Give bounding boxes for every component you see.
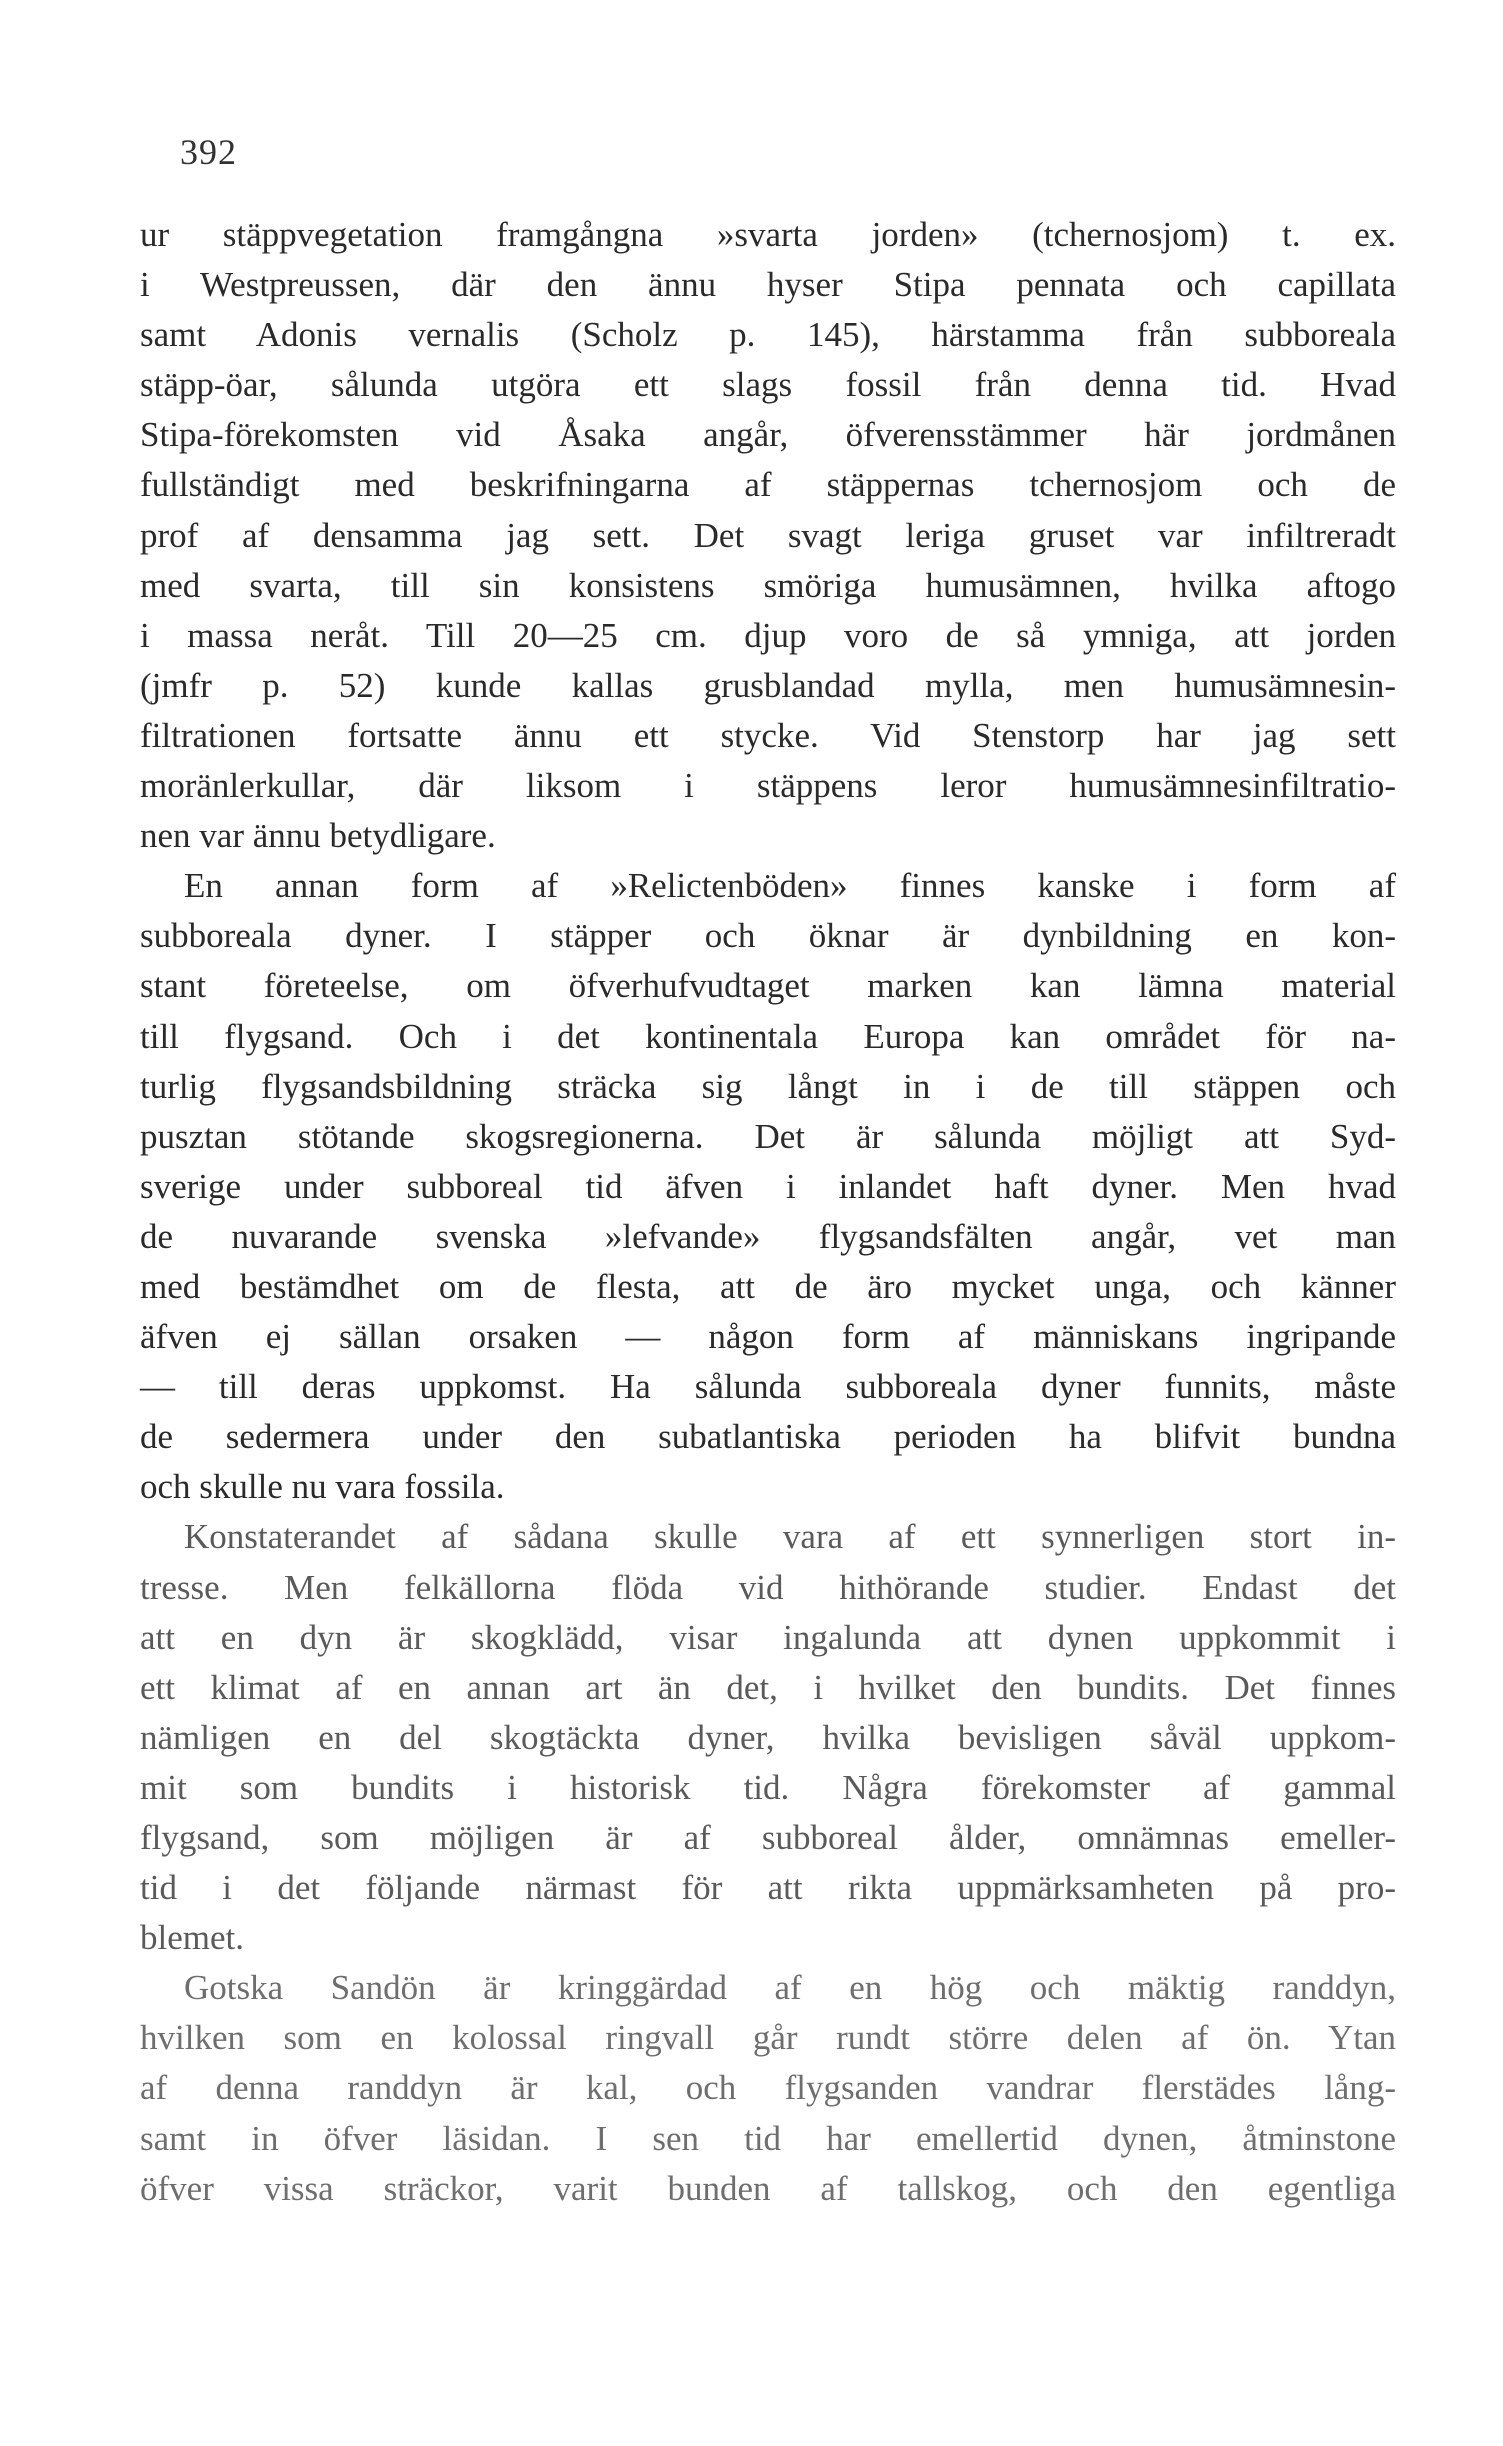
text-line: i massa neråt. Till 20—25 cm. djup voro de så ymniga, att jorden: [140, 615, 1396, 655]
text-line: mit som bundits i historisk tid. Några förekomster af gammal: [140, 1767, 1396, 1807]
body-text: [140, 210, 1396, 2214]
text-line: fullständigt med beskrifningarna af stäppernas tchernosjom och de: [140, 465, 1396, 505]
text-line: ett klimat af en annan art än det, i hvilket den bundits. Det finnes: [140, 1667, 1396, 1707]
page-number: 392: [180, 132, 237, 172]
text-line: ur stäppvegetation framgångna »svarta jorden» (tchernosjom) t. ex.: [140, 215, 1396, 254]
text-line: de sedermera under den subatlantiska perioden ha blifvit bundna: [140, 1417, 1396, 1457]
text-line: samt in öfver läsidan. I sen tid har emellertid dynen, åtminstone: [140, 2118, 1396, 2158]
text-line: de nuvarande svenska »lefvande» flygsandsfälten angår, vet man: [140, 1216, 1396, 1256]
text-line: turlig flygsandsbildning sträcka sig långt in i de till stäppen och: [140, 1066, 1396, 1106]
text-line: af denna randdyn är kal, och flygsanden vandrar flerstädes lång-: [140, 2068, 1396, 2108]
text-line: till flygsand. Och i det kontinentala Europa kan området för na-: [140, 1016, 1396, 1056]
text-line: med svarta, till sin konsistens smöriga humusämnen, hvilka aftogo: [140, 565, 1396, 605]
text-line: moränlerkullar, där liksom i stäppens leror humusämnesinfiltratio-: [140, 766, 1396, 806]
text-line: öfver vissa sträckor, varit bunden af tallskog, och den egentliga: [140, 2168, 1396, 2208]
text-line: Stipa-förekomsten vid Åsaka angår, öfverensstämmer här jordmånen: [140, 415, 1396, 455]
text-line: med bestämdhet om de flesta, att de äro mycket unga, och känner: [140, 1266, 1396, 1306]
text-line: äfven ej sällan orsaken — någon form af människans ingripande: [140, 1317, 1396, 1357]
text-line: (jmfr p. 52) kunde kallas grusblandad mylla, men humusämnesin-: [140, 665, 1396, 705]
text-line: pusztan stötande skogsregionerna. Det är sålunda möjligt att Syd-: [140, 1116, 1396, 1156]
text-line: — till deras uppkomst. Ha sålunda subboreala dyner funnits, måste: [140, 1367, 1396, 1407]
text-line: och skulle nu vara fossila.: [140, 1467, 505, 1507]
text-line: samt Adonis vernalis (Scholz p. 145), härstamma från subboreala: [140, 315, 1396, 355]
text-line: stäpp-öar, sålunda utgöra ett slags fossil från denna tid. Hvad: [140, 365, 1396, 405]
text-line: att en dyn är skogklädd, visar ingalunda att dynen uppkommit i: [140, 1617, 1396, 1657]
text-line: nämligen en del skogtäckta dyner, hvilka bevisligen såväl uppkom-: [140, 1717, 1396, 1757]
text-line: sverige under subboreal tid äfven i inlandet haft dyner. Men hvad: [140, 1166, 1396, 1206]
text-line: Gotska Sandön är kringgärdad af en hög och mäktig randdyn,: [184, 1968, 1396, 2008]
text-line: En annan form af »Relictenböden» finnes kanske i form af: [184, 866, 1396, 906]
text-line: filtrationen fortsatte ännu ett stycke. Vid Stenstorp har jag sett: [140, 715, 1396, 755]
text-line: flygsand, som möjligen är af subboreal ålder, omnämnas emeller-: [140, 1818, 1396, 1857]
text-line: subboreala dyner. I stäpper och öknar är dynbildning en kon-: [140, 916, 1396, 956]
text-line: nen var ännu betydligare.: [140, 816, 496, 856]
text-line: i Westpreussen, där den ännu hyser Stipa pennata och capillata: [140, 265, 1396, 305]
text-line: tid i det följande närmast för att rikta uppmärksamheten på pro-: [140, 1868, 1396, 1908]
text-line: hvilken som en kolossal ringvall går rundt större delen af ön. Ytan: [140, 2018, 1396, 2058]
text-line: blemet.: [140, 1918, 244, 1958]
text-line: stant företeelse, om öfverhufvudtaget marken kan lämna material: [140, 966, 1396, 1006]
text-line: Konstaterandet af sådana skulle vara af ett synnerligen stort in-: [184, 1517, 1396, 1557]
text-line: tresse. Men felkällorna flöda vid hithörande studier. Endast det: [140, 1567, 1396, 1607]
text-line: prof af densamma jag sett. Det svagt leriga gruset var infiltreradt: [140, 515, 1396, 555]
